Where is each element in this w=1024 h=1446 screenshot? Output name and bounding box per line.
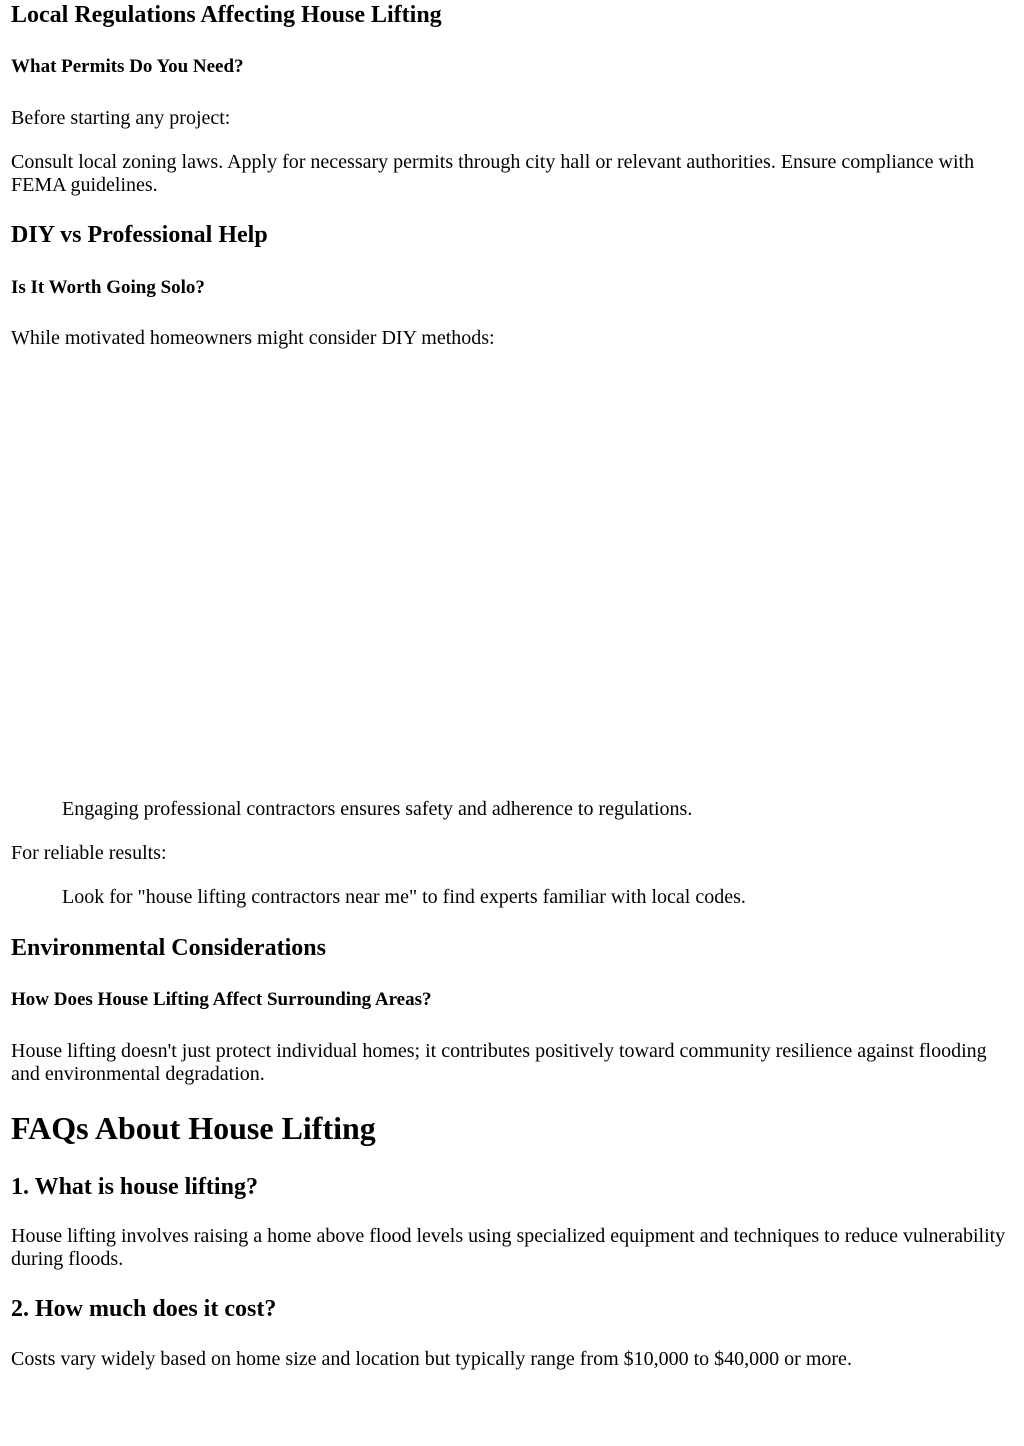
empty-media-area <box>11 370 1013 780</box>
environment-body: House lifting doesn't just protect individual homes; it contributes positively toward community resilience against flooding and environmental degradation. <box>11 1040 987 1085</box>
faq-question-1: 1. What is house lifting? <box>11 1174 258 1200</box>
diy-heading: DIY vs Professional Help <box>11 222 268 248</box>
environment-subheading: How Does House Lifting Affect Surrounding Areas? <box>11 989 432 1010</box>
diy-quote-professionals: Engaging professional contractors ensures safety and adherence to regulations. <box>62 798 693 820</box>
regulations-intro: Before starting any project: <box>11 107 231 129</box>
reliable-results-text: For reliable results: <box>11 842 167 864</box>
diy-quote-contractors: Look for "house lifting contractors near me" to find experts familiar with local codes. <box>62 886 746 908</box>
faqs-heading: FAQs About House Lifting <box>11 1110 376 1146</box>
faq-answer-2: Costs vary widely based on home size and location but typically range from $10,000 to $40,000 or more. <box>11 1348 852 1370</box>
permits-subheading: What Permits Do You Need? <box>11 56 244 77</box>
regulations-heading: Local Regulations Affecting House Lifting <box>11 2 442 28</box>
faq-answer-1: House lifting involves raising a home above flood levels using specialized equipment and techniques to reduce vulnerability during floods. <box>11 1225 1006 1270</box>
regulations-body: Consult local zoning laws. Apply for necessary permits through city hall or relevant authorities. Ensure compliance with FEMA guidelines. <box>11 151 975 196</box>
diy-subheading: Is It Worth Going Solo? <box>11 277 205 298</box>
diy-intro: While motivated homeowners might consider DIY methods: <box>11 327 495 349</box>
faq-question-2: 2. How much does it cost? <box>11 1296 277 1322</box>
environment-heading: Environmental Considerations <box>11 935 326 961</box>
